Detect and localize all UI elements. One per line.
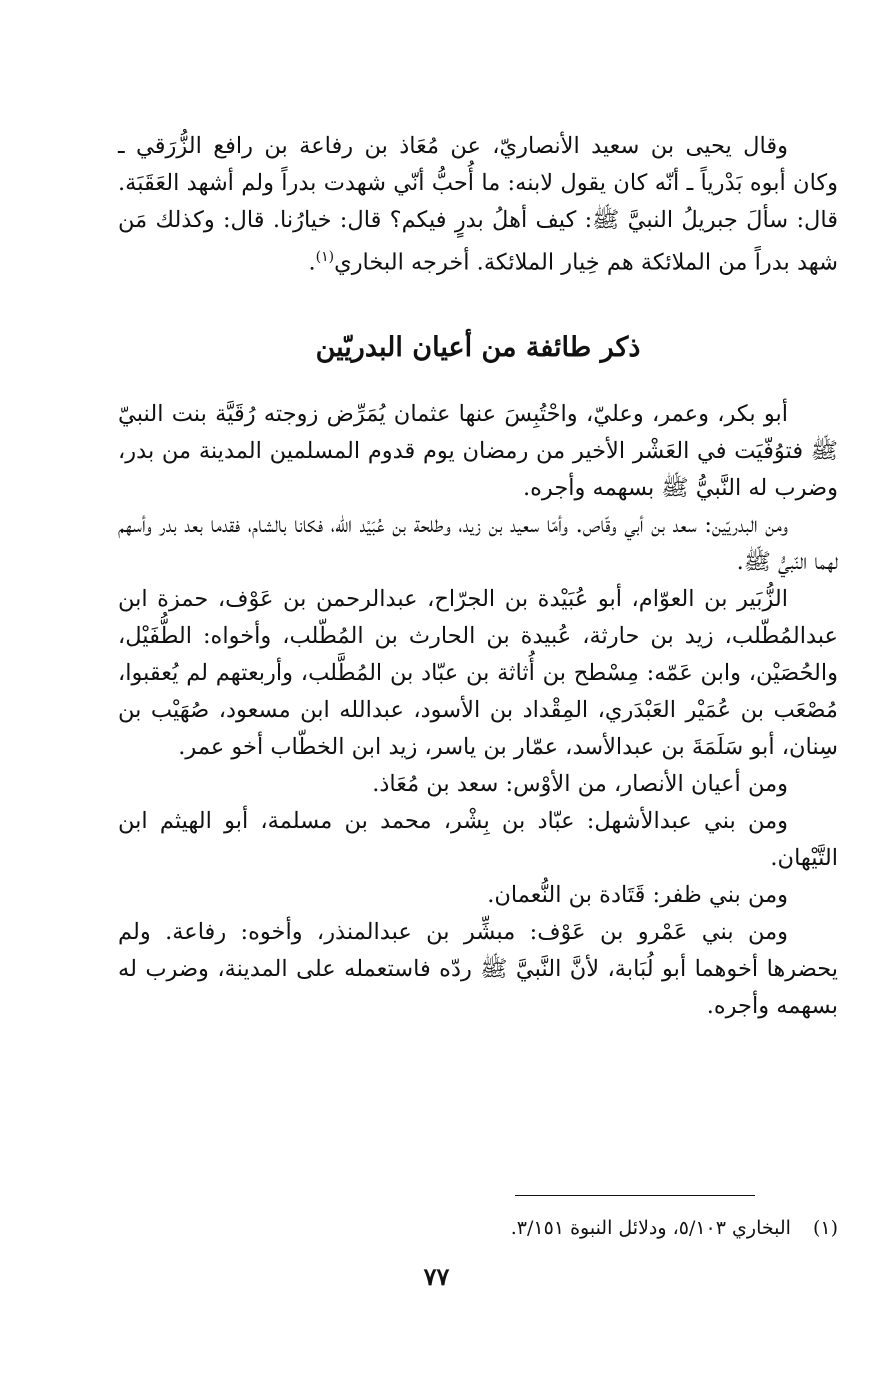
paragraph-7: ومن بني عَمْرو بن عَوْف: مبشِّر بن عبدالمنذر، وأخوه: رفاعة. ولم يحضرها أخوهما أبو لُبَابة، لأنَّ النَّبيَّ ﷺ ردّه فاستعمله على المدينة، وضرب له بسهمه وأجره.: [118, 918, 838, 1019]
paragraph-5: ومن بني عبدالأشهل: عبّاد بن بِشْر، محمد بن مسلمة، أبو الهيثم ابن التَّيْهان.: [118, 807, 838, 871]
paragraph-1: أبو بكر، وعمر، وعليّ، واحْتُبِسَ عنها عثمان يُمَرِّض زوجته رُقَيَّة بنت النبيّ ﷺ فتوُفّيَت في العَشْر الأخير من رمضان يوم قدوم المسلمين المدينة من بدر، وضرب له النَّبيُّ ﷺ بسهمه وأجره.: [118, 400, 838, 501]
footnote-text: البخاري ٥/١٠٣، ودلائل النبوة ٣/١٥١.: [510, 1217, 791, 1239]
paragraph-4: ومن أعيان الأنصار، من الأوْس: سعد بن مُعَاذ.: [372, 770, 788, 797]
footnote: [118, 1213, 838, 1243]
footnote-number: (١): [812, 1217, 838, 1239]
paragraph-2: ومن البدريّين: سعد بن أبي وقّاص. وأمّا سعيد بن زيد، وطلحة بن عُبَيْد الله، فكانا بالشام، فقدما بعد بدر وأسهم لهما النّبيُّ ﷺ.: [118, 511, 838, 575]
intro-end: .: [308, 249, 316, 276]
footnote-divider: [515, 1195, 755, 1196]
section-heading: ذكر طائفة من أعيان البدريّين: [315, 331, 641, 363]
page-body: [118, 118, 838, 1025]
intro-text: وقال يحيى بن سعيد الأنصاريّ، عن مُعَاذ بن رفاعة بن رافع الزُّرَقي ـ وكان أبوه بَدْرياً ـ أنّه كان يقول لابنه: ما أُحبُّ أنّي شهدت بدراً ولم أشهد العَقَبَة. قال: سألَ جبريلُ النبيَّ ﷺ: كيف أهلُ بدرٍ فيكم؟ قال: خيارُنا. قال: وكذلك مَن شهد بدراً من الملائكة هم خِيار الملائكة. أخرجه البخاري: [118, 133, 838, 276]
page-number: ٧٧: [423, 1262, 450, 1291]
paragraph-6: ومن بني ظفر: قَتَادة بن النُّعمان.: [487, 881, 788, 908]
paragraph-3: الزُّبَير بن العوّام، أبو عُبَيْدة بن الجرّاح، عبدالرحمن بن عَوْف، حمزة ابن عبدالمُطّلب، زيد بن حارثة، عُبيدة بن الحارث بن المُطّلب، وأخواه: الطُّفَيْل، والحُصَيْن، وابن عَمّه: مِسْطح بن أُثاثة بن عبّاد بن المُطَّلب، وأربعتهم لم يُعقبوا، مُصْعَب بن عُمَيْر العَبْدَري، المِقْداد بن الأسود، عبدالله ابن مسعود، صُهَيْب بن سِنان، أبو سَلَمَةَ بن عبدالأسد، عمّار بن ياسر، زيد ابن الخطّاب أخو عمر.: [118, 585, 838, 760]
intro-paragraph: [118, 128, 838, 282]
footnote-ref: (١): [315, 249, 335, 265]
